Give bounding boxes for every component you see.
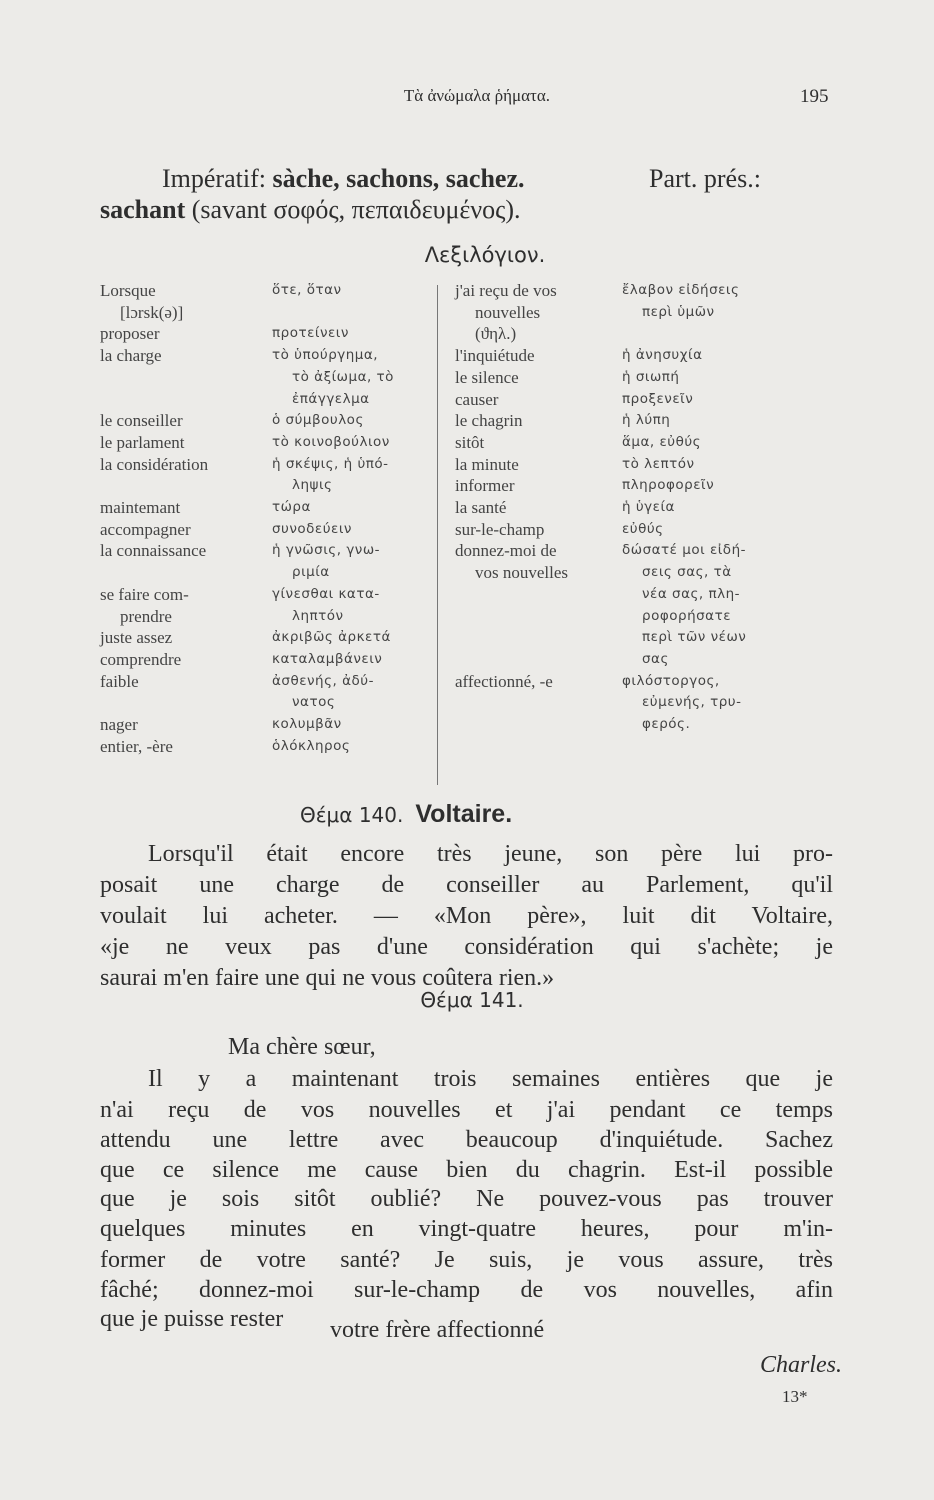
exercise-141-number: Θέμα 141. [420,988,524,1012]
french-term [455,389,622,411]
greek-translation [272,584,437,627]
greek-translation [622,671,802,736]
text-line: que ce silence me cause bien du chagrin. Est-il possible [100,1157,833,1183]
participle-gloss: (savant σοφός, πεπαιδευμένος). [191,195,521,224]
letter-closing: votre frère affectionné [330,1317,545,1343]
greek-translation-line: ληπτόν [292,607,344,624]
greek-translation [272,540,437,583]
text-line: que je sois sitôt oublié? Ne pouvez-vous pas trouver [100,1186,833,1212]
greek-translation [272,280,437,323]
greek-translation-line: ὁ σύμβουλος [272,412,364,429]
greek-translation-line: ἡ ὑγεία [622,499,675,516]
greek-translation-line: ἅμα, εὐθύς [622,433,702,450]
french-term-line: donnez-moi de [455,541,557,561]
greek-translation-line: νατος [292,694,336,711]
greek-translation-line: φερός. [642,716,691,733]
french-term [100,519,272,541]
vocabulary-entry [455,454,802,476]
vocabulary-entry [100,627,437,649]
french-term-line: la charge [100,346,162,366]
page-number: 195 [800,86,829,107]
french-term-line: maintemant [100,498,181,518]
vocabulary-entry [455,671,802,736]
greek-translation-line: τὸ κοινοβούλιον [272,433,390,450]
vocabulary-entry [455,410,802,432]
french-term-line: prendre [120,606,172,626]
vocabulary-entry [100,432,437,454]
vocabulary-entry [455,519,802,541]
french-term-line: la connaissance [100,541,207,561]
greek-translation [272,432,437,454]
french-term [455,410,622,432]
french-term-line: vos nouvelles [475,563,569,583]
french-term [100,323,272,345]
imperative-label: Impératif: [162,164,266,193]
greek-translation [272,519,437,541]
greek-translation [622,345,802,367]
french-term-line: causer [455,389,499,409]
vocabulary-entry [100,540,437,583]
exercise-140-heading [300,800,512,829]
french-term [100,454,272,497]
greek-translation-line: συνοδεύειν [272,520,352,537]
greek-translation [272,497,437,519]
french-term-line: le chagrin [455,411,523,431]
vocabulary-entry [100,323,437,345]
french-term-line: la considération [100,454,209,474]
greek-translation [272,714,437,736]
exercise-140-title: Voltaire. [415,800,513,828]
french-term [455,280,622,345]
greek-translation-line: ἡ γνῶσις, γνω- [272,542,381,559]
vocabulary-entry [455,540,802,670]
greek-translation [272,649,437,671]
french-term-line: l'inquiétude [455,346,535,366]
greek-translation-line: τὸ λεπτόν [622,455,695,472]
french-term [100,627,272,649]
participle-form: sachant [100,195,186,224]
greek-translation-line: ριμία [292,564,330,581]
greek-translation [272,345,437,410]
vocabulary-entry [100,584,437,627]
vocabulary-entry [100,497,437,519]
greek-translation [622,497,802,519]
vocabulary-entry [455,280,802,345]
french-term [100,649,272,671]
greek-translation [622,280,802,345]
greek-translation-line: ροφορήσατε [642,607,731,624]
french-term-line: le silence [455,367,519,387]
french-term-line: la minute [455,454,519,474]
vocabulary-entry [455,432,802,454]
greek-translation [622,454,802,476]
french-term-line: [lɔrsk(ə)] [120,302,184,322]
text-line: posait une charge de conseiller au Parlement, qu'il [100,872,833,898]
vocabulary-entry [455,475,802,497]
greek-translation-line: καταλαμβάνειν [272,650,383,667]
letter-salutation: Ma chère sœur, [228,1034,376,1060]
greek-translation [622,432,802,454]
french-term-line: le parlament [100,432,185,452]
french-term-line: sur-le-champ [455,519,545,539]
greek-translation [622,519,802,541]
greek-translation-line: τὸ ἀξίωμα, τὸ [292,368,394,385]
french-term [100,497,272,519]
french-term [100,584,272,627]
french-term [100,432,272,454]
french-term [100,671,272,714]
greek-translation-line: προτείνειν [272,325,349,342]
french-term-line: j'ai reçu de vos [455,281,557,300]
greek-translation-line: δώσατέ μοι εἰδή- [622,542,746,559]
french-term-line: accompagner [100,519,191,539]
french-term [455,540,622,670]
greek-translation [272,627,437,649]
greek-translation-line: σας [642,650,669,667]
text-line: attendu une lettre avec beaucoup d'inquiétude. Sachez [100,1127,833,1153]
french-term-line: se faire com- [100,584,189,604]
greek-translation-line: ἡ λύπη [622,412,671,429]
greek-translation-line: περὶ τῶν νέων [642,629,747,646]
greek-translation-line: ἡ σκέψις, ἡ ὑπό- [272,455,389,472]
french-term [100,714,272,736]
greek-translation [622,410,802,432]
greek-translation [622,389,802,411]
imperative-line [162,164,525,194]
french-term [100,280,272,323]
text-line: quelques minutes en vingt-quatre heures, pour m'in- [100,1216,833,1242]
greek-translation-line: φιλόστοργος, [622,672,720,689]
greek-translation [272,736,437,758]
french-term [100,540,272,583]
greek-translation [272,671,437,714]
greek-translation-line: γίνεσθαι κατα- [272,585,380,602]
french-term [455,475,622,497]
vocabulary-entry [100,410,437,432]
text-line: saurai m'en faire une qui ne vous coûtera rien.» [100,965,555,991]
text-line: n'ai reçu de vos nouvelles et j'ai pendant ce temps [100,1097,833,1123]
greek-translation-line: κολυμβᾶν [272,716,342,733]
french-term-line: juste assez [100,628,173,648]
greek-translation [622,475,802,497]
greek-translation-line: τὸ ὑπούργημα, [272,347,379,364]
text-line: Lorsqu'il était encore très jeune, son père lui pro- [148,841,833,867]
vocabulary-entry [100,345,437,410]
greek-translation [622,367,802,389]
vocabulary-entry [455,389,802,411]
french-term-line: proposer [100,324,160,344]
greek-translation-line: εὐμενής, τρυ- [642,694,742,711]
french-term-line: sitôt [455,432,485,452]
french-term-line: le conseiller [100,411,183,431]
vocabulary-entry [100,519,437,541]
greek-translation [272,454,437,497]
french-term-line: informer [455,476,515,496]
greek-translation-line: σεις σας, τὰ [642,564,732,581]
text-line: Il y a maintenant trois semaines entières que je [148,1066,833,1092]
sheet-mark: 13* [782,1387,808,1406]
participle-line [100,195,521,225]
greek-translation-line: ἀκριβῶς ἀρκετά [272,629,391,646]
greek-translation-line: ἡ σιωπή [622,368,680,385]
french-term [455,519,622,541]
vocabulary-entry [100,714,437,736]
greek-translation-line: προξενεῖν [622,390,694,407]
imperative-forms: sàche, sachons, sachez. [272,164,525,193]
greek-translation-line: ἐπάγγελμα [292,390,370,407]
french-term-line: comprendre [100,649,182,669]
vocabulary-entry [100,736,437,758]
greek-translation [622,540,802,670]
participle-label: Part. prés.: [649,164,761,193]
vocabulary-entry [455,497,802,519]
greek-translation-line: ὅτε, ὅταν [272,282,342,298]
vocabulary-right-column [455,280,802,736]
greek-translation [272,323,437,345]
running-title: Τὰ ἀνώμαλα ῥήματα. [403,86,551,105]
greek-translation-line: ληψις [292,477,333,494]
text-line: voulait lui acheter. — «Mon père», luit dit Voltaire, [100,903,833,929]
greek-translation-line: τώρα [272,499,311,516]
text-line: former de votre santé? Je suis, je vous assure, très [100,1247,833,1273]
french-term-line: (ϑηλ.) [475,324,517,344]
french-term [455,432,622,454]
french-term-line: Lorsque [100,281,156,300]
vocabulary-entry [100,280,437,323]
french-term [455,367,622,389]
french-term [455,497,622,519]
french-term [455,345,622,367]
french-term-line: affectionné, -e [455,671,553,691]
french-term-line: nouvelles [475,302,541,322]
french-term-line: entier, -ère [100,736,173,756]
french-term-line: faible [100,671,139,691]
greek-translation [272,410,437,432]
vocabulary-left-column [100,280,437,757]
french-term [100,345,272,410]
text-line: «je ne veux pas d'une considération qui s'achète; je [100,934,833,960]
text-line: fâché; donnez-moi sur-le-champ de vos nouvelles, afin [100,1277,833,1303]
greek-translation-line: εὐθύς [622,520,664,537]
french-term [455,454,622,476]
greek-translation-line: περὶ ὑμῶν [642,303,715,320]
french-term [100,736,272,758]
vocabulary-entry [100,649,437,671]
text-line: que je puisse rester [100,1306,284,1332]
vocabulary-entry [455,345,802,367]
greek-translation-line: ἔλαβον εἰδήσεις [622,282,740,298]
vocabulary-entry [100,454,437,497]
french-term [455,671,622,736]
letter-signature: Charles. [760,1352,843,1378]
greek-translation-line: ὁλόκληρος [272,737,351,754]
french-term-line: la santé [455,498,507,518]
greek-translation-line: ἡ ἀνησυχία [622,347,703,364]
column-divider [437,285,438,785]
greek-translation-line: νέα σας, πλη- [642,585,741,602]
vocabulary-entry [455,367,802,389]
vocabulary-title: Λεξιλόγιον. [424,243,546,267]
french-term-line: nager [100,715,138,735]
vocabulary-entry [100,671,437,714]
greek-translation-line: πληροφορεῖν [622,477,715,494]
french-term [100,410,272,432]
greek-translation-line: ἀσθενής, ἀδύ- [272,672,374,689]
exercise-140-number: Θέμα 140. [300,803,404,827]
